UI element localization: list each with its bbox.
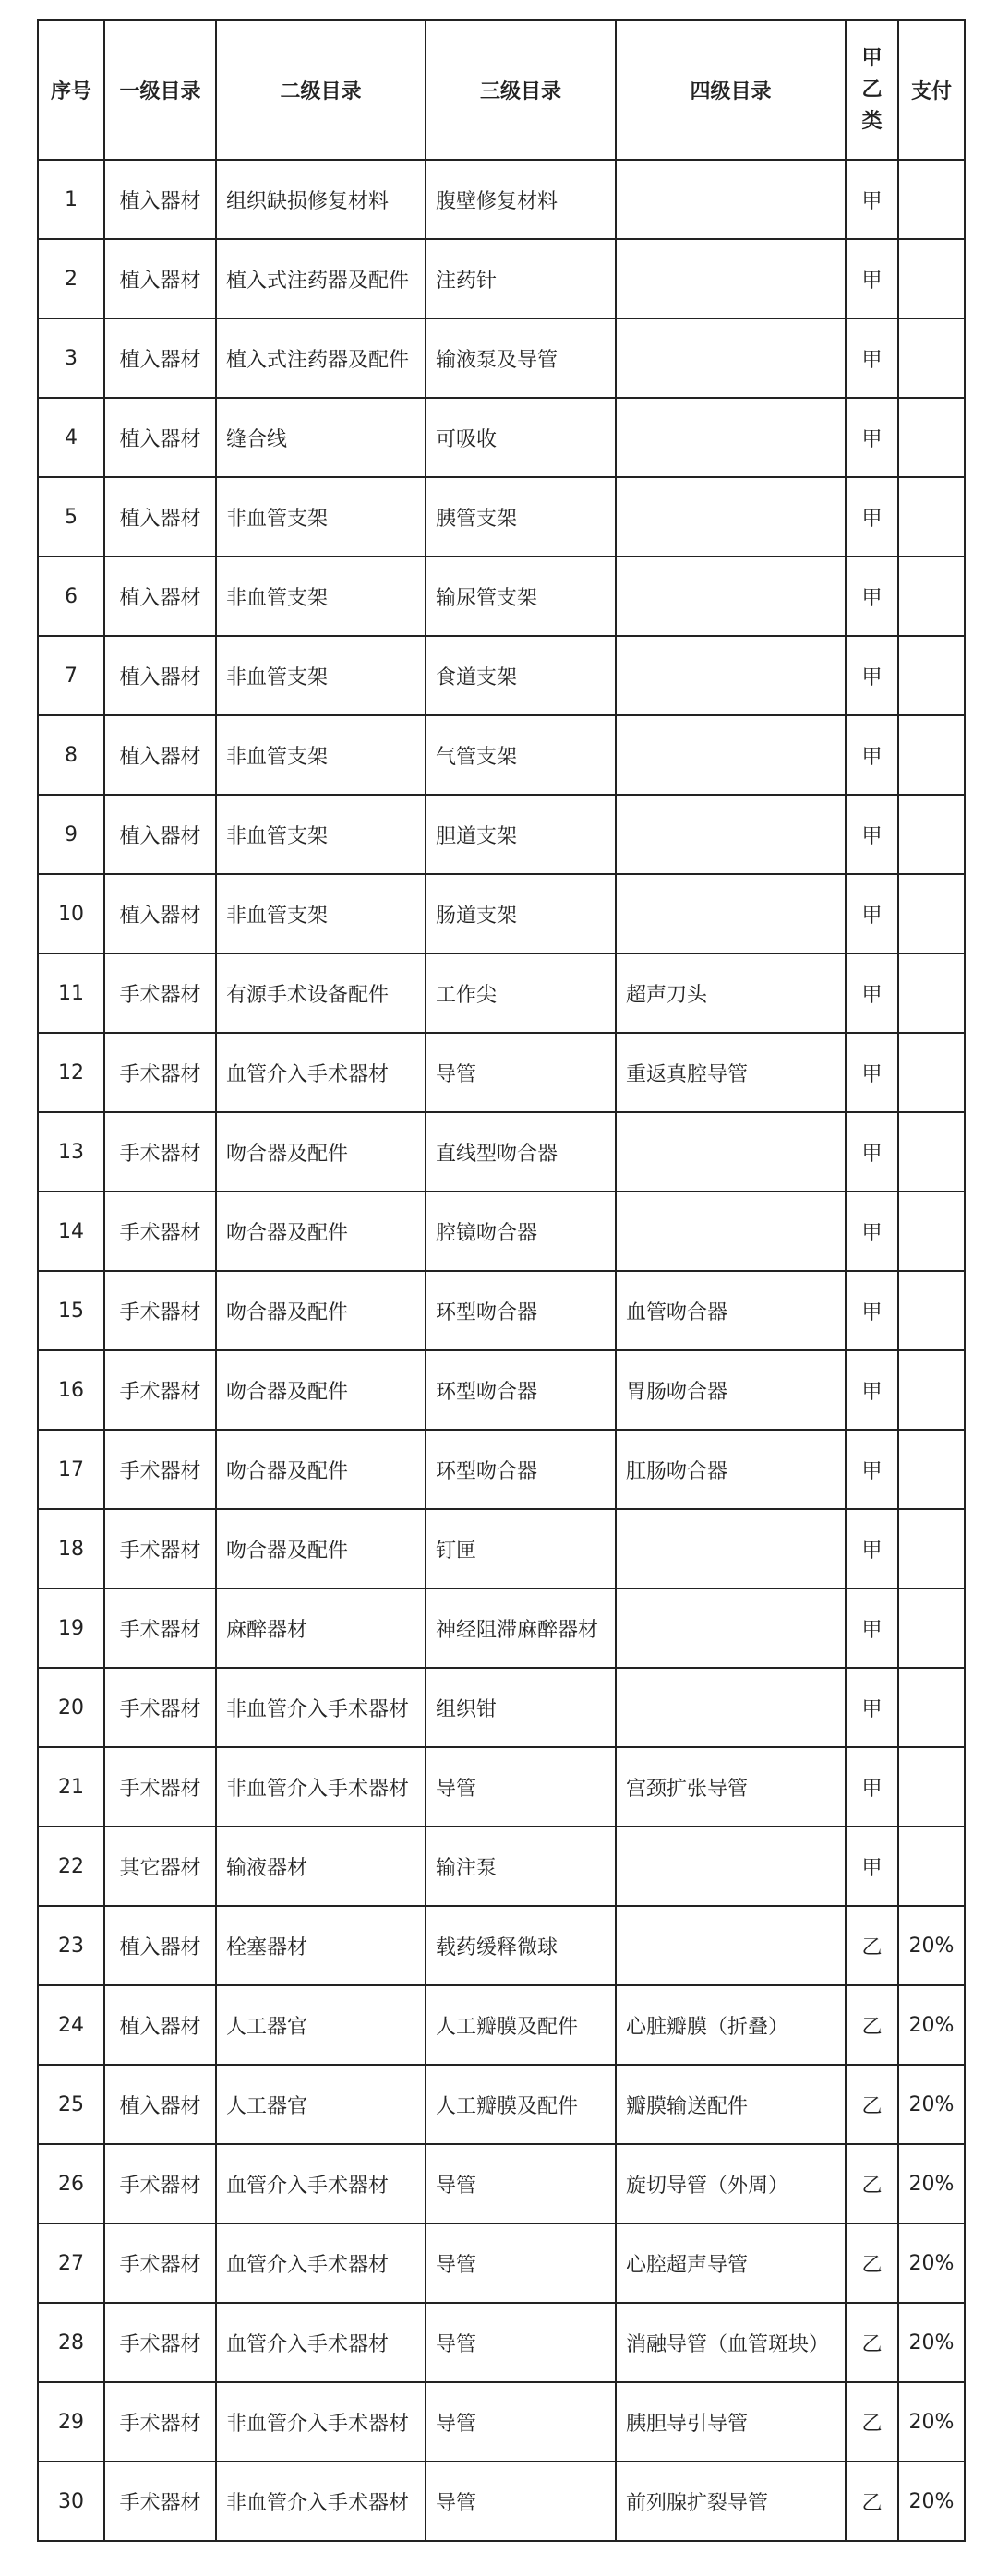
cell-pay: 20% <box>898 2223 965 2303</box>
cell-seq: 25 <box>38 2065 104 2144</box>
cell-seq: 12 <box>38 1033 104 1112</box>
cell-level2: 非血管支架 <box>216 477 426 557</box>
cell-pay: 20% <box>898 2065 965 2144</box>
cell-class: 乙 <box>846 2462 898 2541</box>
cell-level4 <box>616 1112 846 1192</box>
cell-seq: 10 <box>38 874 104 953</box>
cell-pay <box>898 1588 965 1668</box>
table-row <box>38 398 965 477</box>
cell-level1: 植入器材 <box>104 477 216 557</box>
cell-level2: 麻醉器材 <box>216 1588 426 1668</box>
cell-level2: 血管介入手术器材 <box>216 1033 426 1112</box>
cell-level2: 非血管支架 <box>216 557 426 636</box>
cell-level1: 植入器材 <box>104 2065 216 2144</box>
cell-level4: 肛肠吻合器 <box>616 1430 846 1509</box>
cell-pay: 20% <box>898 2303 965 2382</box>
cell-level3: 环型吻合器 <box>426 1271 616 1350</box>
cell-class: 甲 <box>846 1350 898 1430</box>
cell-level1: 手术器材 <box>104 1588 216 1668</box>
cell-level1: 植入器材 <box>104 715 216 795</box>
cell-seq: 22 <box>38 1827 104 1906</box>
header-class-char: 甲 <box>861 46 883 70</box>
table-row <box>38 1747 965 1827</box>
cell-level4: 心脏瓣膜（折叠） <box>616 1985 846 2065</box>
cell-level2: 栓塞器材 <box>216 1906 426 1985</box>
cell-level3: 工作尖 <box>426 953 616 1033</box>
cell-level2: 缝合线 <box>216 398 426 477</box>
cell-seq: 13 <box>38 1112 104 1192</box>
cell-level3: 环型吻合器 <box>426 1430 616 1509</box>
table-row <box>38 1271 965 1350</box>
table-row <box>38 1430 965 1509</box>
cell-pay <box>898 1509 965 1588</box>
cell-level3: 导管 <box>426 2223 616 2303</box>
cell-level4 <box>616 1192 846 1271</box>
cell-level3: 导管 <box>426 2382 616 2462</box>
cell-seq: 4 <box>38 398 104 477</box>
cell-level4 <box>616 795 846 874</box>
cell-seq: 1 <box>38 160 104 239</box>
cell-class: 甲 <box>846 160 898 239</box>
table-row <box>38 874 965 953</box>
table-row <box>38 795 965 874</box>
cell-class: 甲 <box>846 1668 898 1747</box>
cell-level2: 吻合器及配件 <box>216 1509 426 1588</box>
cell-level4: 旋切导管（外周） <box>616 2144 846 2223</box>
cell-level4 <box>616 1906 846 1985</box>
cell-pay <box>898 239 965 318</box>
cell-seq: 11 <box>38 953 104 1033</box>
cell-seq: 28 <box>38 2303 104 2382</box>
cell-level1: 手术器材 <box>104 2462 216 2541</box>
cell-class: 甲 <box>846 477 898 557</box>
cell-level1: 植入器材 <box>104 874 216 953</box>
table-row <box>38 1985 965 2065</box>
cell-class: 甲 <box>846 1747 898 1827</box>
cell-seq: 26 <box>38 2144 104 2223</box>
cell-class: 甲 <box>846 953 898 1033</box>
cell-pay <box>898 795 965 874</box>
table-row <box>38 160 965 239</box>
table-row <box>38 1033 965 1112</box>
cell-pay <box>898 636 965 715</box>
cell-level4: 超声刀头 <box>616 953 846 1033</box>
cell-level2: 吻合器及配件 <box>216 1192 426 1271</box>
cell-level2: 非血管支架 <box>216 636 426 715</box>
cell-seq: 21 <box>38 1747 104 1827</box>
cell-level2: 血管介入手术器材 <box>216 2144 426 2223</box>
table-row <box>38 636 965 715</box>
cell-level1: 手术器材 <box>104 1112 216 1192</box>
header-seq: 序号 <box>38 20 104 160</box>
table-row <box>38 2462 965 2541</box>
table-row <box>38 1827 965 1906</box>
cell-seq: 20 <box>38 1668 104 1747</box>
cell-level1: 手术器材 <box>104 2223 216 2303</box>
table-row <box>38 2223 965 2303</box>
cell-level2: 非血管支架 <box>216 795 426 874</box>
cell-level2: 非血管支架 <box>216 874 426 953</box>
cell-class: 甲 <box>846 636 898 715</box>
cell-level3: 胆道支架 <box>426 795 616 874</box>
cell-class: 甲 <box>846 1430 898 1509</box>
cell-pay <box>898 874 965 953</box>
cell-level1: 手术器材 <box>104 953 216 1033</box>
header-level2: 二级目录 <box>216 20 426 160</box>
cell-level4: 宫颈扩张导管 <box>616 1747 846 1827</box>
cell-pay <box>898 160 965 239</box>
cell-class: 甲 <box>846 1192 898 1271</box>
cell-pay <box>898 1033 965 1112</box>
cell-pay <box>898 715 965 795</box>
header-level1: 一级目录 <box>104 20 216 160</box>
medical-supplies-catalog-table <box>37 19 966 2542</box>
cell-pay <box>898 1668 965 1747</box>
cell-pay: 20% <box>898 2382 965 2462</box>
cell-level4: 消融导管（血管斑块） <box>616 2303 846 2382</box>
cell-level3: 人工瓣膜及配件 <box>426 2065 616 2144</box>
cell-class: 乙 <box>846 2223 898 2303</box>
cell-level3: 导管 <box>426 2144 616 2223</box>
cell-level3: 载药缓释微球 <box>426 1906 616 1985</box>
cell-class: 乙 <box>846 2065 898 2144</box>
cell-pay: 20% <box>898 2144 965 2223</box>
cell-seq: 9 <box>38 795 104 874</box>
cell-level1: 植入器材 <box>104 795 216 874</box>
cell-level3: 输尿管支架 <box>426 557 616 636</box>
cell-class: 甲 <box>846 1588 898 1668</box>
header-level4: 四级目录 <box>616 20 846 160</box>
cell-level4: 重返真腔导管 <box>616 1033 846 1112</box>
cell-pay <box>898 953 965 1033</box>
cell-level2: 组织缺损修复材料 <box>216 160 426 239</box>
cell-level3: 注药针 <box>426 239 616 318</box>
header-class <box>846 20 898 160</box>
table-row <box>38 318 965 398</box>
cell-level1: 手术器材 <box>104 1668 216 1747</box>
cell-level1: 手术器材 <box>104 1430 216 1509</box>
cell-pay <box>898 1747 965 1827</box>
table-row <box>38 1192 965 1271</box>
cell-level3: 可吸收 <box>426 398 616 477</box>
cell-level3: 导管 <box>426 2303 616 2382</box>
cell-level1: 手术器材 <box>104 2382 216 2462</box>
cell-level4 <box>616 1827 846 1906</box>
cell-level2: 吻合器及配件 <box>216 1271 426 1350</box>
cell-level1: 手术器材 <box>104 2144 216 2223</box>
cell-class: 乙 <box>846 1985 898 2065</box>
cell-level1: 植入器材 <box>104 1906 216 1985</box>
cell-level2: 非血管介入手术器材 <box>216 1668 426 1747</box>
table-row <box>38 1906 965 1985</box>
cell-class: 甲 <box>846 1033 898 1112</box>
cell-pay <box>898 398 965 477</box>
cell-level3: 环型吻合器 <box>426 1350 616 1430</box>
cell-level1: 植入器材 <box>104 1985 216 2065</box>
cell-pay <box>898 1112 965 1192</box>
cell-pay: 20% <box>898 2462 965 2541</box>
cell-level2: 输液器材 <box>216 1827 426 1906</box>
cell-level4: 胃肠吻合器 <box>616 1350 846 1430</box>
cell-level4 <box>616 1509 846 1588</box>
cell-level2: 非血管介入手术器材 <box>216 1747 426 1827</box>
cell-pay <box>898 1827 965 1906</box>
cell-level4: 血管吻合器 <box>616 1271 846 1350</box>
cell-pay <box>898 318 965 398</box>
cell-pay <box>898 1350 965 1430</box>
cell-seq: 23 <box>38 1906 104 1985</box>
cell-seq: 7 <box>38 636 104 715</box>
cell-level4 <box>616 874 846 953</box>
cell-seq: 15 <box>38 1271 104 1350</box>
table-row <box>38 2382 965 2462</box>
table-row <box>38 1668 965 1747</box>
cell-level1: 植入器材 <box>104 636 216 715</box>
cell-level3: 直线型吻合器 <box>426 1112 616 1192</box>
table-row <box>38 2144 965 2223</box>
cell-level3: 组织钳 <box>426 1668 616 1747</box>
cell-class: 甲 <box>846 1827 898 1906</box>
cell-level1: 其它器材 <box>104 1827 216 1906</box>
cell-level3: 输注泵 <box>426 1827 616 1906</box>
cell-seq: 2 <box>38 239 104 318</box>
cell-level4 <box>616 160 846 239</box>
cell-class: 乙 <box>846 1906 898 1985</box>
cell-level4 <box>616 1668 846 1747</box>
cell-class: 甲 <box>846 1112 898 1192</box>
cell-seq: 24 <box>38 1985 104 2065</box>
cell-level2: 血管介入手术器材 <box>216 2223 426 2303</box>
cell-class: 甲 <box>846 557 898 636</box>
cell-class: 甲 <box>846 1509 898 1588</box>
cell-level2: 非血管介入手术器材 <box>216 2462 426 2541</box>
cell-class: 甲 <box>846 239 898 318</box>
cell-level1: 植入器材 <box>104 398 216 477</box>
cell-seq: 6 <box>38 557 104 636</box>
cell-level4 <box>616 398 846 477</box>
cell-level1: 植入器材 <box>104 557 216 636</box>
cell-level1: 手术器材 <box>104 2303 216 2382</box>
cell-level2: 吻合器及配件 <box>216 1112 426 1192</box>
cell-level1: 植入器材 <box>104 160 216 239</box>
cell-level1: 手术器材 <box>104 1509 216 1588</box>
cell-level2: 非血管支架 <box>216 715 426 795</box>
table-row <box>38 239 965 318</box>
cell-level1: 手术器材 <box>104 1192 216 1271</box>
cell-class: 甲 <box>846 874 898 953</box>
cell-level3: 腹壁修复材料 <box>426 160 616 239</box>
table-row <box>38 2065 965 2144</box>
cell-seq: 14 <box>38 1192 104 1271</box>
cell-seq: 3 <box>38 318 104 398</box>
cell-level2: 植入式注药器及配件 <box>216 239 426 318</box>
cell-seq: 16 <box>38 1350 104 1430</box>
cell-level3: 气管支架 <box>426 715 616 795</box>
cell-level2: 有源手术设备配件 <box>216 953 426 1033</box>
cell-pay <box>898 1192 965 1271</box>
table-row <box>38 477 965 557</box>
cell-class: 甲 <box>846 398 898 477</box>
cell-level3: 神经阻滞麻醉器材 <box>426 1588 616 1668</box>
cell-level3: 钉匣 <box>426 1509 616 1588</box>
cell-level1: 植入器材 <box>104 318 216 398</box>
cell-level4 <box>616 318 846 398</box>
cell-pay: 20% <box>898 1906 965 1985</box>
cell-pay <box>898 1430 965 1509</box>
cell-level3: 导管 <box>426 1033 616 1112</box>
cell-pay <box>898 477 965 557</box>
cell-level4: 胰胆导引导管 <box>616 2382 846 2462</box>
header-class-char: 类 <box>861 109 883 133</box>
table-body <box>38 160 965 2541</box>
header-level3: 三级目录 <box>426 20 616 160</box>
cell-level1: 植入器材 <box>104 239 216 318</box>
cell-level1: 手术器材 <box>104 1271 216 1350</box>
cell-seq: 19 <box>38 1588 104 1668</box>
cell-seq: 29 <box>38 2382 104 2462</box>
cell-level3: 腔镜吻合器 <box>426 1192 616 1271</box>
cell-seq: 27 <box>38 2223 104 2303</box>
table-row <box>38 1509 965 1588</box>
cell-class: 甲 <box>846 318 898 398</box>
cell-class: 甲 <box>846 795 898 874</box>
cell-level2: 吻合器及配件 <box>216 1430 426 1509</box>
cell-level1: 手术器材 <box>104 1350 216 1430</box>
cell-level4: 心腔超声导管 <box>616 2223 846 2303</box>
header-pay: 支付 <box>898 20 965 160</box>
cell-seq: 8 <box>38 715 104 795</box>
cell-class: 甲 <box>846 715 898 795</box>
cell-level4 <box>616 715 846 795</box>
table-row <box>38 1112 965 1192</box>
cell-level2: 吻合器及配件 <box>216 1350 426 1430</box>
cell-level3: 食道支架 <box>426 636 616 715</box>
cell-level1: 手术器材 <box>104 1033 216 1112</box>
table-row <box>38 557 965 636</box>
cell-level4: 瓣膜输送配件 <box>616 2065 846 2144</box>
cell-class: 乙 <box>846 2303 898 2382</box>
cell-pay <box>898 1271 965 1350</box>
cell-level4 <box>616 477 846 557</box>
cell-seq: 17 <box>38 1430 104 1509</box>
header-class-char: 乙 <box>861 78 883 102</box>
cell-level2: 非血管介入手术器材 <box>216 2382 426 2462</box>
cell-level2: 血管介入手术器材 <box>216 2303 426 2382</box>
table-row <box>38 953 965 1033</box>
table-row <box>38 1350 965 1430</box>
cell-level4: 前列腺扩裂导管 <box>616 2462 846 2541</box>
cell-level3: 肠道支架 <box>426 874 616 953</box>
cell-level3: 输液泵及导管 <box>426 318 616 398</box>
cell-pay: 20% <box>898 1985 965 2065</box>
cell-level2: 人工器官 <box>216 1985 426 2065</box>
cell-level3: 导管 <box>426 2462 616 2541</box>
cell-seq: 5 <box>38 477 104 557</box>
cell-level3: 胰管支架 <box>426 477 616 557</box>
cell-level4 <box>616 239 846 318</box>
cell-pay <box>898 557 965 636</box>
cell-level2: 人工器官 <box>216 2065 426 2144</box>
table-header-row <box>38 20 965 160</box>
cell-level4 <box>616 1588 846 1668</box>
cell-level4 <box>616 636 846 715</box>
cell-level4 <box>616 557 846 636</box>
cell-class: 乙 <box>846 2382 898 2462</box>
cell-class: 甲 <box>846 1271 898 1350</box>
table-row <box>38 1588 965 1668</box>
catalog-table-wrapper <box>37 19 966 2542</box>
cell-class: 乙 <box>846 2144 898 2223</box>
cell-level3: 人工瓣膜及配件 <box>426 1985 616 2065</box>
cell-seq: 30 <box>38 2462 104 2541</box>
cell-level2: 植入式注药器及配件 <box>216 318 426 398</box>
table-row <box>38 715 965 795</box>
cell-seq: 18 <box>38 1509 104 1588</box>
cell-level1: 手术器材 <box>104 1747 216 1827</box>
cell-level3: 导管 <box>426 1747 616 1827</box>
table-row <box>38 2303 965 2382</box>
